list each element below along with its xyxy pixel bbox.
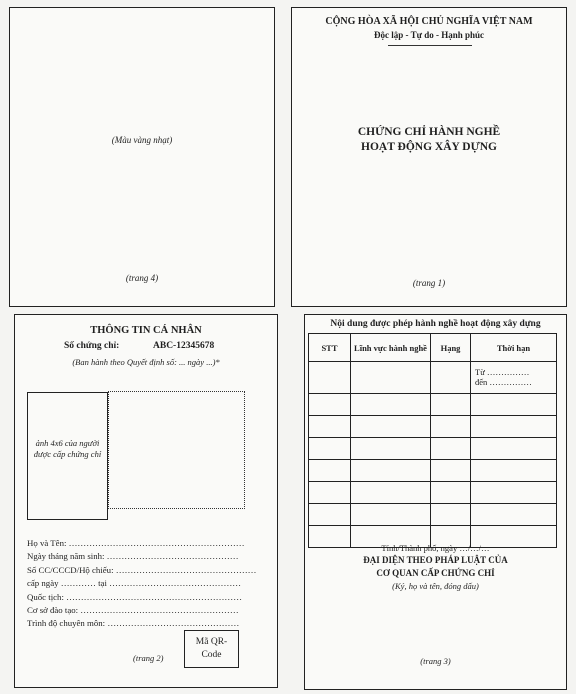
field-issue-date-place: cấp ngày ………… tại ……………………………………… bbox=[27, 578, 242, 589]
table-row bbox=[309, 482, 557, 504]
field-full-name: Họ và Tên: …………………………………………………… bbox=[27, 538, 245, 548]
representative-line-2: CƠ QUAN CẤP CHỨNG CHỈ bbox=[376, 568, 495, 578]
table-cell bbox=[431, 438, 471, 460]
table-cell bbox=[431, 504, 471, 526]
qr-label-line-2: Code bbox=[201, 650, 222, 660]
qr-label-line-1: Mã QR- bbox=[195, 637, 228, 647]
table-cell-duration bbox=[471, 362, 557, 394]
field-date-of-birth: Ngày tháng năm sinh: ……………………………………… bbox=[27, 551, 239, 562]
table-cell bbox=[431, 362, 471, 394]
permitted-scope-heading: Nội dung được phép hành nghề hoạt động xây dựng bbox=[330, 319, 541, 329]
page-2-label: (trang 2) bbox=[133, 653, 164, 663]
table-cell bbox=[351, 460, 431, 482]
page-4-label: (trang 4) bbox=[125, 273, 159, 283]
table-cell bbox=[471, 438, 557, 460]
qr-code-box bbox=[184, 630, 239, 668]
duration-from: Từ …………… bbox=[475, 367, 530, 377]
table-cell bbox=[431, 416, 471, 438]
table-cell bbox=[471, 416, 557, 438]
photo-placeholder-text: ảnh 4x6 của người được cấp chứng chỉ bbox=[33, 438, 102, 459]
table-row bbox=[309, 416, 557, 438]
table-header-row bbox=[309, 334, 557, 362]
motto-underline bbox=[388, 45, 472, 46]
certificate-title-line-1: CHỨNG CHỈ HÀNH NGHỀ bbox=[357, 126, 501, 138]
personal-fields bbox=[27, 537, 256, 631]
table-cell bbox=[431, 394, 471, 416]
table-cell bbox=[471, 460, 557, 482]
col-header-rank: Hạng bbox=[431, 334, 471, 362]
table-cell bbox=[431, 482, 471, 504]
table-cell bbox=[351, 394, 431, 416]
table-cell bbox=[351, 504, 431, 526]
cert-number-value: ABC-12345678 bbox=[153, 341, 215, 351]
duration-to: đến …………… bbox=[475, 376, 532, 387]
table-cell bbox=[351, 482, 431, 504]
field-training-institution: Cơ sở đào tạo: ……………………………………………… bbox=[27, 604, 239, 615]
cert-number-label: Số chứng chỉ: bbox=[64, 341, 120, 351]
certificate-title-line-2: HOẠT ĐỘNG XÂY DỰNG bbox=[361, 141, 497, 153]
col-header-stt: STT bbox=[309, 334, 351, 362]
field-nationality: Quốc tịch: …………………………………………………… bbox=[27, 591, 243, 602]
table-cell bbox=[471, 504, 557, 526]
page-3-label: (trang 3) bbox=[420, 656, 451, 666]
table-cell bbox=[309, 482, 351, 504]
table-row bbox=[309, 362, 557, 394]
table-cell bbox=[471, 394, 557, 416]
table-cell bbox=[309, 394, 351, 416]
representative-line-1: ĐẠI DIỆN THEO PHÁP LUẬT CỦA bbox=[363, 555, 508, 565]
dotted-area bbox=[108, 391, 245, 509]
page-4-panel bbox=[9, 7, 275, 307]
page-3-panel bbox=[304, 314, 567, 690]
table-row bbox=[309, 394, 557, 416]
table-cell bbox=[309, 362, 351, 394]
issued-decision-note: (Ban hành theo Quyết định số: ... ngày ...)* bbox=[72, 357, 220, 367]
table-cell bbox=[431, 460, 471, 482]
motto: Độc lập - Tự do - Hạnh phúc bbox=[373, 30, 484, 40]
table-cell bbox=[471, 482, 557, 504]
place-date-line: Tỉnh/Thành phố, ngày …/…/… bbox=[381, 543, 490, 553]
page-2-panel bbox=[14, 314, 278, 688]
table-row bbox=[309, 504, 557, 526]
field-qualification: Trình độ chuyên môn: ……………………………………… bbox=[27, 618, 240, 629]
table-cell bbox=[351, 416, 431, 438]
page-1-label: (trang 1) bbox=[412, 278, 446, 288]
table-cell bbox=[309, 460, 351, 482]
table-cell bbox=[309, 416, 351, 438]
table-row bbox=[309, 460, 557, 482]
col-header-duration: Thời hạn bbox=[471, 334, 557, 362]
personal-info-heading: THÔNG TIN CÁ NHÂN bbox=[90, 325, 202, 336]
scope-table bbox=[308, 333, 557, 548]
col-header-field: Lĩnh vực hành nghề bbox=[351, 334, 431, 362]
field-id-number: Số CC/CCCD/Hộ chiếu: ………………………………………… bbox=[27, 564, 257, 575]
page-1-panel bbox=[291, 7, 567, 307]
table-cell bbox=[309, 504, 351, 526]
nation-title: CỘNG HÒA XÃ HỘI CHỦ NGHĨA VIỆT NAM bbox=[325, 16, 533, 27]
table-row bbox=[309, 438, 557, 460]
signature-note: (Ký, họ và tên, đóng dấu) bbox=[392, 581, 479, 591]
table-cell bbox=[309, 438, 351, 460]
table-cell bbox=[351, 438, 431, 460]
color-note: (Màu vàng nhạt) bbox=[111, 135, 173, 145]
table-cell bbox=[351, 362, 431, 394]
photo-placeholder bbox=[27, 392, 108, 520]
